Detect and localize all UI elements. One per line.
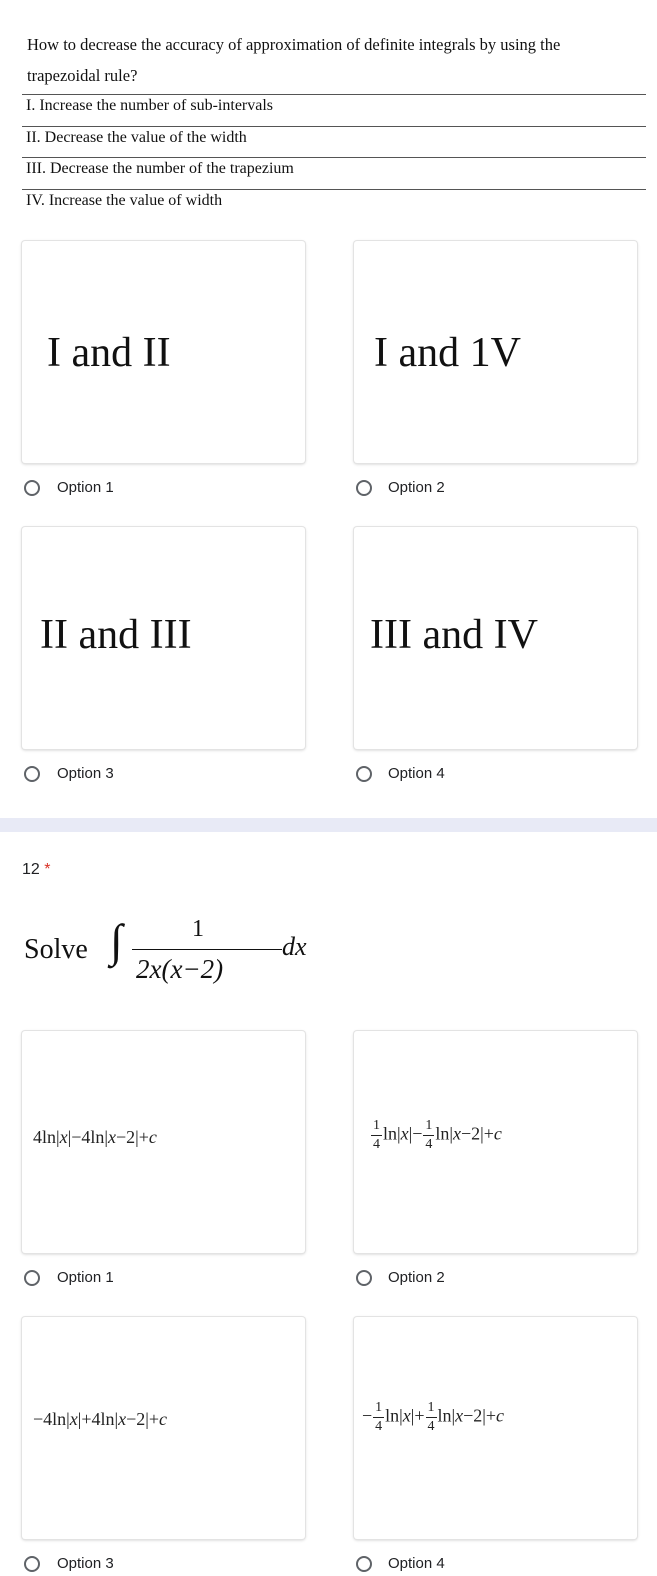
q12-option-3-expression: −4ln|x|+4ln|x−2|+c (33, 1409, 168, 1429)
radio-button[interactable] (356, 766, 372, 782)
q11-option-2-label: Option 2 (388, 479, 445, 496)
question-text-line2: trapezoidal rule? (27, 66, 138, 85)
radio-button[interactable] (356, 1556, 372, 1572)
q11-option-1-image[interactable] (22, 241, 305, 463)
question-prompt (24, 916, 344, 1006)
statement-divider (22, 94, 646, 95)
q11-option-2[interactable] (354, 477, 554, 499)
q12-option-4[interactable] (354, 1553, 554, 1575)
radio-button[interactable] (356, 1270, 372, 1286)
q11-option-2-image-text: I and 1V (374, 330, 521, 376)
q12-option-2-image[interactable] (354, 1031, 637, 1253)
q12-option-3[interactable] (22, 1553, 222, 1575)
q12-option-3-label: Option 3 (57, 1555, 114, 1572)
radio-button[interactable] (24, 480, 40, 496)
statement-divider (22, 189, 646, 190)
statement-divider (22, 126, 646, 127)
q11-option-1[interactable] (22, 477, 222, 499)
integral-sign: ∫ (110, 915, 123, 966)
prompt-denominator: 2x(x−2) (136, 954, 224, 984)
q12-option-1-image[interactable] (22, 1031, 305, 1253)
statement-2: II. Decrease the value of the width (26, 129, 247, 146)
q11-option-3-image-text: II and III (40, 612, 192, 658)
q12-option-4-image[interactable] (354, 1317, 637, 1539)
radio-button[interactable] (24, 1270, 40, 1286)
prompt-word: Solve (24, 934, 88, 965)
q11-option-4-image[interactable] (354, 527, 637, 749)
q12-option-3-image[interactable] (22, 1317, 305, 1539)
q12-option-2[interactable] (354, 1267, 554, 1289)
radio-button[interactable] (24, 766, 40, 782)
statement-1: I. Increase the number of sub-intervals (26, 97, 274, 114)
q11-option-4-label: Option 4 (388, 765, 445, 782)
q11-option-3-image[interactable] (22, 527, 305, 749)
required-asterisk: * (44, 861, 51, 878)
q11-option-1-label: Option 1 (57, 479, 114, 496)
statement-divider (22, 157, 646, 158)
q12-option-1-expression: 4ln|x|−4ln|x−2|+c (33, 1127, 157, 1147)
prompt-numerator: 1 (192, 916, 204, 942)
section-divider (0, 818, 657, 832)
q11-option-1-image-text: I and II (47, 330, 171, 376)
q11-option-4[interactable] (354, 763, 554, 785)
question-text-line1: How to decrease the accuracy of approximation of definite integrals by using the (27, 35, 561, 54)
fraction-bar (132, 949, 282, 950)
q12-option-2-expression: $\frac{1}{4}$ ln|x|− $\frac{1}{4}$ ln|x−2|+c (373, 1118, 502, 1152)
statement-3: III. Decrease the number of the trapezium (26, 160, 294, 177)
statement-4: IV. Increase the value of width (26, 192, 223, 209)
q12-option-2-label: Option 2 (388, 1269, 445, 1286)
question-number-value: 12 (22, 861, 40, 878)
question-number (22, 861, 50, 879)
q11-option-3[interactable] (22, 763, 222, 785)
q12-option-1[interactable] (22, 1267, 222, 1289)
radio-button[interactable] (356, 480, 372, 496)
radio-button[interactable] (24, 1556, 40, 1572)
q11-option-2-image[interactable] (354, 241, 637, 463)
prompt-dx: dx (282, 932, 307, 961)
q12-option-1-label: Option 1 (57, 1269, 114, 1286)
q12-option-4-label: Option 4 (388, 1555, 445, 1572)
q11-option-3-label: Option 3 (57, 765, 114, 782)
q11-option-4-image-text: III and IV (370, 612, 538, 658)
q12-option-4-expression: − $\frac{1}{4}$ ln|x|+ $\frac{1}{4}$ ln|x−2|+c (362, 1400, 505, 1434)
